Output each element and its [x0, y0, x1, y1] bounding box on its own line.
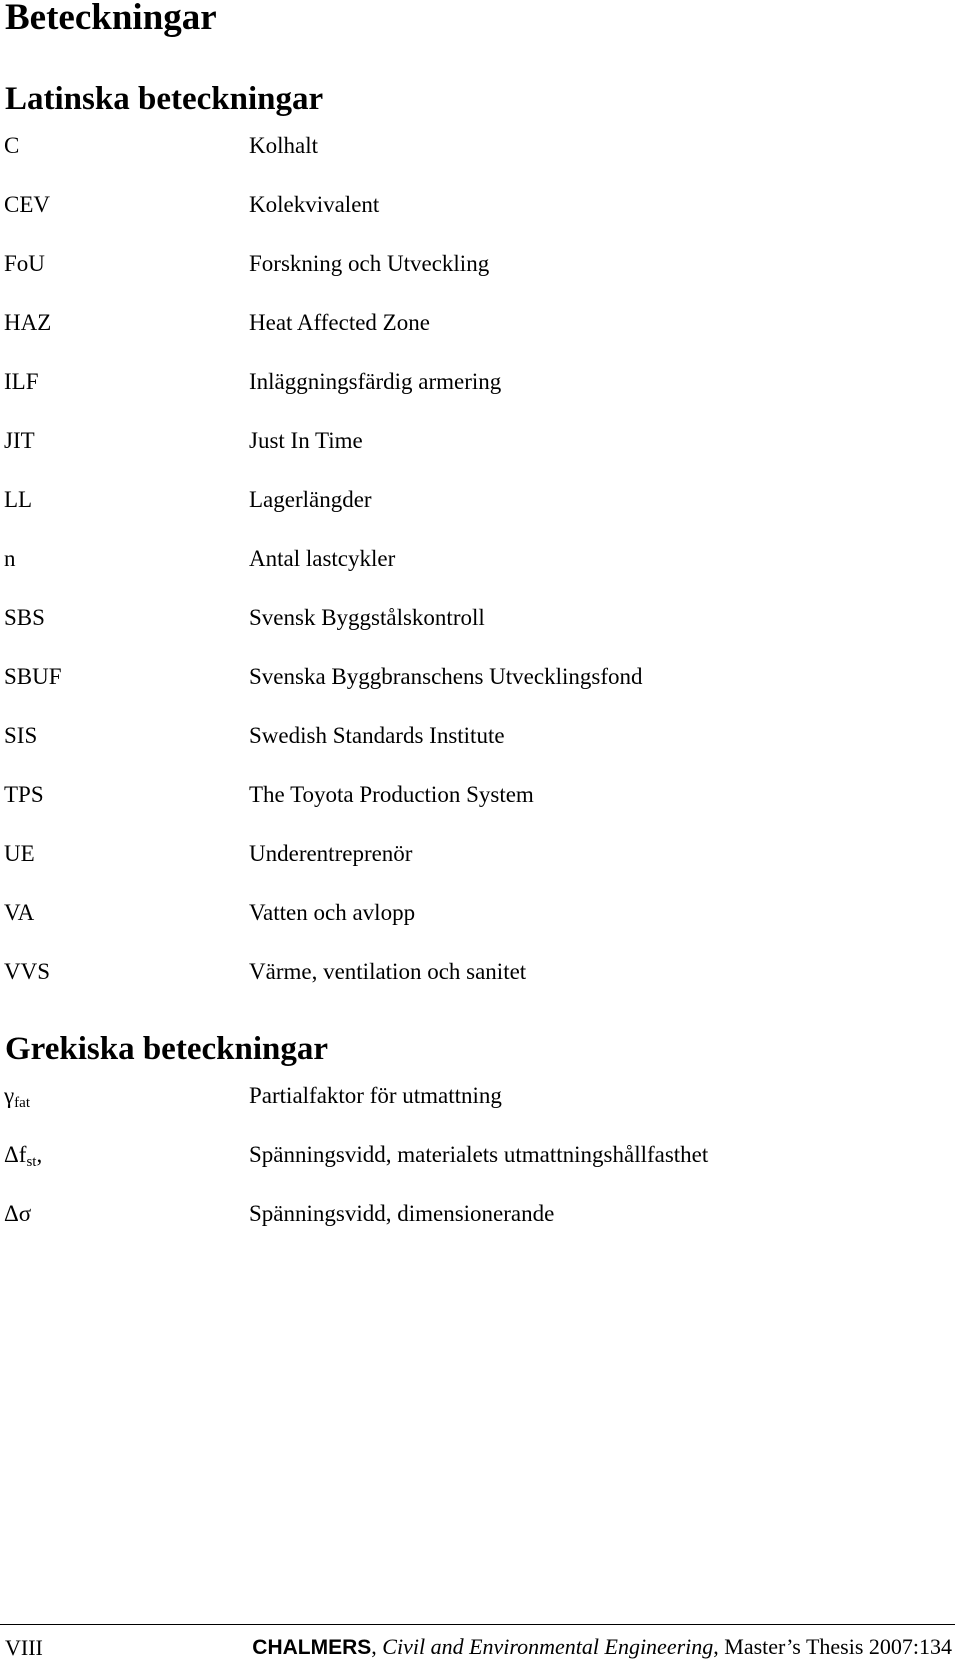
greek-section-heading: Grekiska beteckningar	[5, 1031, 328, 1067]
term-abbreviation: TPS	[4, 782, 44, 807]
footer-rule	[0, 1624, 955, 1625]
term-abbreviation: FoU	[4, 251, 45, 276]
term-row	[0, 190, 960, 249]
term-row	[0, 367, 960, 426]
latin-term-list	[0, 131, 960, 1016]
term-definition: Partialfaktor för utmattning	[249, 1083, 502, 1108]
term-definition: Kolekvivalent	[249, 192, 380, 217]
term-definition: Svensk Byggstålskontroll	[249, 605, 485, 630]
footer-separator: ,	[371, 1634, 383, 1659]
symbol-subscript: st	[26, 1154, 37, 1170]
symbol-suffix: ,	[36, 1142, 43, 1167]
page-footer	[0, 1624, 960, 1665]
term-row	[0, 308, 960, 367]
term-definition: Svenska Byggbranschens Utvecklingsfond	[249, 664, 643, 689]
term-definition: Spänningsvidd, materialets utmattningshållfasthet	[249, 1142, 709, 1167]
term-abbreviation: SBUF	[4, 664, 62, 689]
term-definition: Spänningsvidd, dimensionerande	[249, 1201, 555, 1226]
term-row	[0, 780, 960, 839]
page-number: VIII	[5, 1635, 43, 1660]
term-abbreviation: VVS	[4, 959, 51, 984]
term-symbol	[4, 1140, 42, 1170]
term-row	[0, 662, 960, 721]
term-definition: Lagerlängder	[249, 487, 372, 512]
term-definition: Underentreprenör	[249, 841, 413, 866]
term-definition: Vatten och avlopp	[249, 900, 416, 925]
term-abbreviation: JIT	[4, 428, 35, 453]
term-row	[0, 544, 960, 603]
term-definition: Forskning och Utveckling	[249, 251, 490, 276]
term-row	[0, 426, 960, 485]
term-abbreviation: HAZ	[4, 310, 52, 335]
term-definition: Swedish Standards Institute	[249, 723, 505, 748]
term-row	[0, 1199, 960, 1258]
term-abbreviation: CEV	[4, 192, 50, 217]
latin-section-heading: Latinska beteckningar	[5, 81, 324, 117]
greek-term-list	[0, 1081, 960, 1258]
term-symbol	[4, 1199, 31, 1229]
symbol-main: Δf	[4, 1142, 27, 1167]
term-row	[0, 249, 960, 308]
footer-thesis: , Master’s Thesis 2007:134	[713, 1634, 952, 1659]
symbol-main: γ	[4, 1083, 15, 1108]
term-abbreviation: SBS	[4, 605, 45, 630]
term-row	[0, 898, 960, 957]
term-row	[0, 721, 960, 780]
term-row	[0, 485, 960, 544]
term-row	[0, 131, 960, 190]
term-abbreviation: LL	[4, 487, 33, 512]
term-definition: Antal lastcykler	[249, 546, 396, 571]
term-abbreviation: n	[4, 546, 16, 571]
footer-citation	[252, 1634, 952, 1661]
term-definition: Just In Time	[249, 428, 363, 453]
term-row	[0, 603, 960, 662]
term-definition: The Toyota Production System	[249, 782, 534, 807]
term-definition: Heat Affected Zone	[249, 310, 430, 335]
term-row	[0, 839, 960, 898]
term-row	[0, 1140, 960, 1199]
footer-institution: CHALMERS	[252, 1636, 372, 1659]
footer-department: Civil and Environmental Engineering	[382, 1634, 714, 1659]
term-abbreviation: C	[4, 133, 20, 158]
term-row	[0, 957, 960, 1016]
page-title: Beteckningar	[5, 0, 217, 38]
symbol-main: Δσ	[4, 1201, 32, 1226]
term-abbreviation: SIS	[4, 723, 38, 748]
symbol-subscript: fat	[14, 1095, 30, 1111]
term-definition: Inläggningsfärdig armering	[249, 369, 502, 394]
term-abbreviation: UE	[4, 841, 35, 866]
term-abbreviation: VA	[4, 900, 35, 925]
term-definition: Värme, ventilation och sanitet	[249, 959, 527, 984]
term-definition: Kolhalt	[249, 133, 318, 158]
term-abbreviation: ILF	[4, 369, 39, 394]
term-symbol	[4, 1081, 30, 1111]
term-row	[0, 1081, 960, 1140]
